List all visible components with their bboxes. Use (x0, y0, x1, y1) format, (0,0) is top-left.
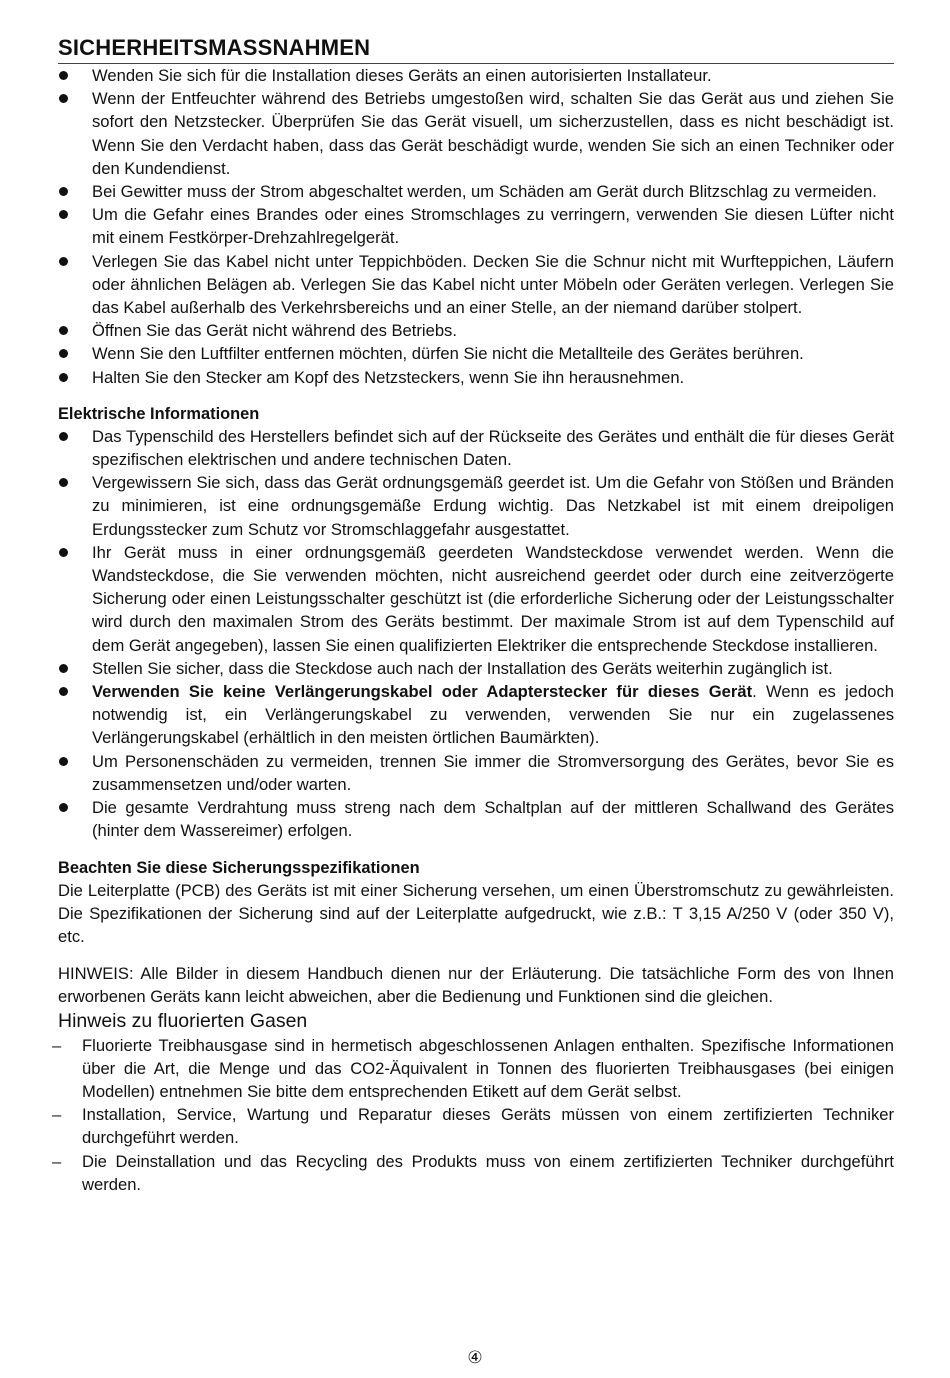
bullet-icon (59, 373, 68, 382)
list-item: Die gesamte Verdrahtung muss streng nach dem Schaltplan auf der mittleren Schallwand des Gerätes (hinter dem Wassereimer) erfolgen. (58, 796, 894, 842)
list-item: Wenn Sie den Luftfilter entfernen möchten, dürfen Sie nicht die Metallteile des Gerätes berühren. (58, 342, 894, 365)
bullet-icon (59, 757, 68, 766)
list-item: – Die Deinstallation und das Recycling des Produkts muss von einem zertifizierten Techniker durchgeführt werden. (52, 1151, 894, 1194)
bullet-icon (59, 349, 68, 358)
dash-icon: – (52, 1105, 62, 1125)
bullet-icon (59, 94, 68, 103)
bullet-icon (59, 326, 68, 335)
electrical-heading: Elektrische Informationen (58, 404, 260, 423)
list-item: Um Personenschäden zu vermeiden, trennen Sie immer die Stromversorgung des Gerätes, bevor Sie es zusammensetzen und/oder warten. (58, 750, 894, 796)
bullet-icon (59, 664, 68, 673)
gases-list (52, 1034, 894, 1196)
page-number: ④ (467, 1348, 483, 1368)
bullet-icon (59, 210, 68, 219)
safety-list (58, 64, 894, 389)
dash-icon: – (52, 1035, 62, 1055)
list-item: Öffnen Sie das Gerät nicht während des Betriebs. (58, 319, 894, 342)
bullet-icon (59, 432, 68, 441)
list-item: Verlegen Sie das Kabel nicht unter Teppichböden. Decken Sie die Schnur nicht mit Wurfteppichen, Läufern oder ähnlichen Belägen ab. Verlegen Sie das Kabel nicht unter Möbeln oder Geräten verlegen. Verlegen Sie das Kabel außerhalb des Verkehrsbereichs und an einer Stelle, an der niemand darüber stolpert. (58, 250, 894, 320)
warning-bold-text: Verwenden Sie keine Verlängerungskabel oder Adapterstecker für dieses Gerät (92, 682, 753, 702)
bullet-icon (59, 548, 68, 557)
list-item: Vergewissern Sie sich, dass das Gerät ordnungsgemäß geerdet ist. Um die Gefahr von Stößen und Bränden zu minimieren, ist eine ordnungsgemäße Erdung wichtig. Das Netzkabel ist mit einem dreipoligen Erdungsstecker zum Schutz vor Stromschlaggefahr ausgestattet. (58, 471, 894, 541)
bullet-icon (59, 478, 68, 487)
list-item: Verwenden Sie keine Verlängerungskabel oder Adapterstecker für dieses Gerät. Wenn es jedoch notwendig ist, ein Verlängerungskabel zu verwenden, verwenden Sie nur ein zugelassenes Verlängerungskabel (erhältlich in den meisten örtlichen Baumärkten). (58, 680, 894, 750)
list-item: Wenn der Entfeuchter während des Betriebs umgestoßen wird, schalten Sie das Gerät aus und ziehen Sie sofort den Netzstecker. Überprüfen Sie das Gerät visuell, um sicherzustellen, dass es nicht beschädigt ist. Wenn Sie den Verdacht haben, dass das Gerät beschädigt wurde, wenden Sie sich an einen Techniker oder den Kundendienst. (58, 87, 894, 180)
list-item: – Fluorierte Treibhausgase sind in hermetisch abgeschlossenen Anlagen enthalten. Spezifische Informationen über die Art, die Menge und das CO2-Äquivalent in Tonnen des fluorierten Treibhausgases (bei einigen Modellen) entnehmen Sie bitte dem entsprechenden Etikett auf dem Gerät selbst. (52, 1035, 894, 1101)
list-item: Bei Gewitter muss der Strom abgeschaltet werden, um Schäden am Gerät durch Blitzschlag zu vermeiden. (58, 180, 894, 203)
list-item: Stellen Sie sicher, dass die Steckdose auch nach der Installation des Geräts weiterhin zugänglich ist. (58, 657, 894, 680)
list-item: Um die Gefahr eines Brandes oder eines Stromschlages zu verringern, verwenden Sie diesen Lüfter nicht mit einem Festkörper-Drehzahlregelgerät. (58, 203, 894, 249)
list-item: Ihr Gerät muss in einer ordnungsgemäß geerdeten Wandsteckdose verwendet werden. Wenn die Wandsteckdose, die Sie verwenden möchten, nicht ausreichend geerdet oder durch eine zeitverzögerte Sicherung oder einen Leistungsschalter geschützt ist (die erforderliche Sicherung oder der Leistungsschalter wird durch den maximalen Strom des Geräts bestimmt. Der maximale Strom ist auf dem Typenschild auf dem Gerät angegeben), lassen Sie einen qualifizierten Elektriker die entsprechende Steckdose installieren. (58, 541, 894, 657)
manual-page (52, 34, 894, 1196)
bullet-icon (59, 71, 68, 80)
list-item: Das Typenschild des Herstellers befindet sich auf der Rückseite des Gerätes und enthält die für dieses Gerät spezifischen elektrischen und andere technischen Daten. (58, 425, 894, 471)
electrical-list (58, 425, 894, 843)
note-text: HINWEIS: Alle Bilder in diesem Handbuch dienen nur der Erläuterung. Die tatsächliche Form des von Ihnen erworbenen Geräts kann leicht abweichen, aber die Bedienung und Funktionen sind die gleichen. (58, 964, 894, 1007)
bullet-icon (59, 687, 68, 696)
dash-icon: – (52, 1151, 62, 1171)
list-item: Wenden Sie sich für die Installation dieses Geräts an einen autorisierten Installateur. (58, 64, 894, 87)
list-item: – Installation, Service, Wartung und Reparatur dieses Geräts müssen von einem zertifizierten Techniker durchgeführt werden. (52, 1105, 894, 1148)
page-title: SICHERHEITSMASSNAHMEN (58, 34, 894, 64)
bullet-icon (59, 187, 68, 196)
bullet-icon (59, 803, 68, 812)
fuse-text: Die Leiterplatte (PCB) des Geräts ist mit einer Sicherung versehen, um einen Überstromschutz zu gewährleisten. Die Spezifikationen der Sicherung sind auf der Leiterplatte aufgedruckt, wie z.B.: T 3,15 A/250 V (oder 350 V), etc. (58, 880, 894, 946)
gases-heading: Hinweis zu fluorierten Gasen (58, 1009, 308, 1032)
fuse-heading: Beachten Sie diese Sicherungsspezifikationen (58, 858, 420, 877)
bullet-icon (59, 257, 68, 266)
list-item: Halten Sie den Stecker am Kopf des Netzsteckers, wenn Sie ihn herausnehmen. (58, 366, 894, 389)
